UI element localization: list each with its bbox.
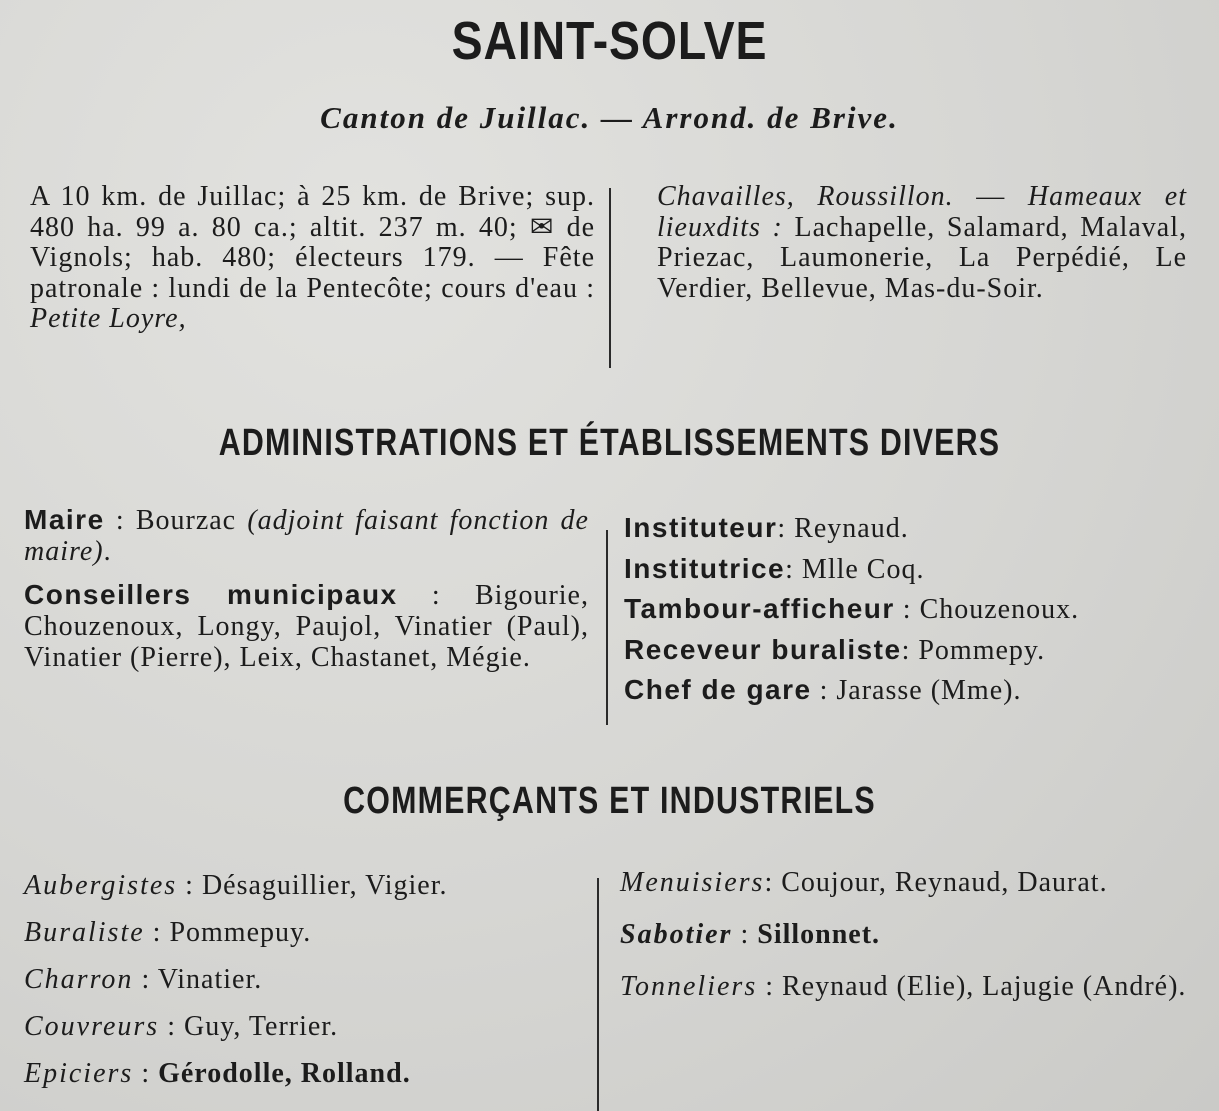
entry-value: Reynaud (Elie), Lajugie (André). [782,971,1187,1002]
entry-label: Couvreurs [24,1011,160,1042]
entry-note: (adjoint faisant fonction de maire) [24,505,589,567]
entry-tail: . [103,536,112,567]
entry-label: Instituteur [624,512,778,543]
entry-label: Institutrice [624,552,786,584]
entry-sep: : [133,1058,159,1089]
entry-value: Jarasse (Mme). [836,675,1022,706]
entry-sep: : [757,971,782,1002]
entry-tonneliers [620,970,1190,1004]
intro-right-text: Lachapelle, Salamard, Malaval, Priezac, Laumonerie, La Perpédié, Le Verdier, Bellevue, Mas-du-Soir. [657,211,1188,304]
entry-sabotier [620,918,1190,952]
entry-sep: : [777,513,795,544]
entry-maire [24,504,589,567]
entry-label: Epiciers [24,1058,134,1089]
entry-epiciers [24,1050,594,1097]
entry-label: Chef de gare [624,674,812,705]
entry-sep: : [144,917,170,948]
entry-chef-de-gare [624,670,1204,711]
intro-right-dash: — [953,181,1028,212]
entry-sep: : [901,634,919,666]
entry-value: Bigourie, Chouzenoux, Longy, Paujol, Vinatier (Paul), Vinatier (Pierre), Leix, Chastanet, Mégie. [24,580,589,673]
entry-value: Pommepy. [918,634,1046,666]
entry-value: Vinatier. [157,964,263,995]
intro-divider [609,188,611,368]
entry-sep: : [732,919,758,950]
page-title: SAINT-SOLVE [451,11,768,71]
entry-label: Sabotier [620,919,733,950]
entry-value: Bourzac [135,505,248,536]
entry-sep: : [764,867,782,898]
admin-right-column [624,508,1204,711]
entry-label: Charron [24,964,134,995]
entry-sep: : [894,594,920,625]
intro-right-italic-2: Hameaux et lieuxdits : [657,181,1187,243]
entry-value: Reynaud. [794,513,909,544]
entry-sep: : [133,964,158,995]
entry-sep: : [104,505,136,536]
entry-value: Chouzenoux. [919,594,1080,625]
admin-heading: ADMINISTRATIONS ET ÉTABLISSEMENTS DIVERS [218,422,1001,464]
entry-sep: : [177,870,202,901]
intro-left [30,182,595,335]
entry-value: Désaguillier, Vigier. [201,870,448,901]
entry-label: Menuisiers [620,867,765,898]
entry-value: Guy, Terrier. [183,1011,339,1042]
subtitle-canton: Canton de Juillac. — Arrond. de Brive. [320,100,899,135]
entry-value: Mlle Coq. [801,553,925,585]
entry-value: Gérodolle, Rolland. [158,1058,411,1089]
entry-conseillers [24,579,589,673]
entry-tambour [624,589,1204,630]
commerce-divider [597,878,599,1111]
entry-label: Tonneliers [620,971,758,1002]
entry-label: Receveur buraliste [624,633,902,665]
entry-value: Pommepuy. [169,917,312,948]
entry-label: Conseillers municipaux [24,579,398,610]
entry-couvreurs [24,1003,594,1050]
entry-charron [24,956,594,1003]
intro-right [657,182,1187,304]
intro-left-text: A 10 km. de Juillac; à 25 km. de Brive; sup. 480 ha. 99 a. 80 ca.; altit. 237 m. 40; ✉ de Vignols; hab. 480; électeurs 179. — Fête patronale : lundi de la Pentecôte; cours d'eau : [30,181,595,304]
entry-label: Aubergistes [24,870,178,901]
entry-label: Tambour-afficheur [624,593,895,624]
commerce-left-column [24,862,594,1097]
entry-sep: : [785,553,802,585]
subtitle [0,100,1219,136]
admin-divider [606,530,608,725]
entry-aubergistes [24,862,594,909]
intro-right-italic: Chavailles, Roussillon. [657,181,954,212]
entry-label: Buraliste [24,917,145,948]
commerce-right-column [620,866,1190,1004]
commerce-heading: COMMERÇANTS ET INDUSTRIELS [343,780,876,822]
entry-value: Coujour, Reynaud, Daurat. [781,867,1108,898]
entry-institutrice [624,549,1204,590]
intro-left-italic: Petite Loyre, [30,303,187,334]
admin-left-column [24,504,589,673]
entry-sep: : [811,675,837,706]
entry-sep: : [397,580,475,611]
entry-instituteur [624,508,1204,549]
entry-menuisiers [620,866,1190,900]
entry-buraliste [24,909,594,956]
entry-sep: : [159,1011,184,1042]
entry-receveur [624,630,1204,671]
entry-label: Maire [24,504,105,535]
entry-value: Sillonnet. [757,919,881,950]
